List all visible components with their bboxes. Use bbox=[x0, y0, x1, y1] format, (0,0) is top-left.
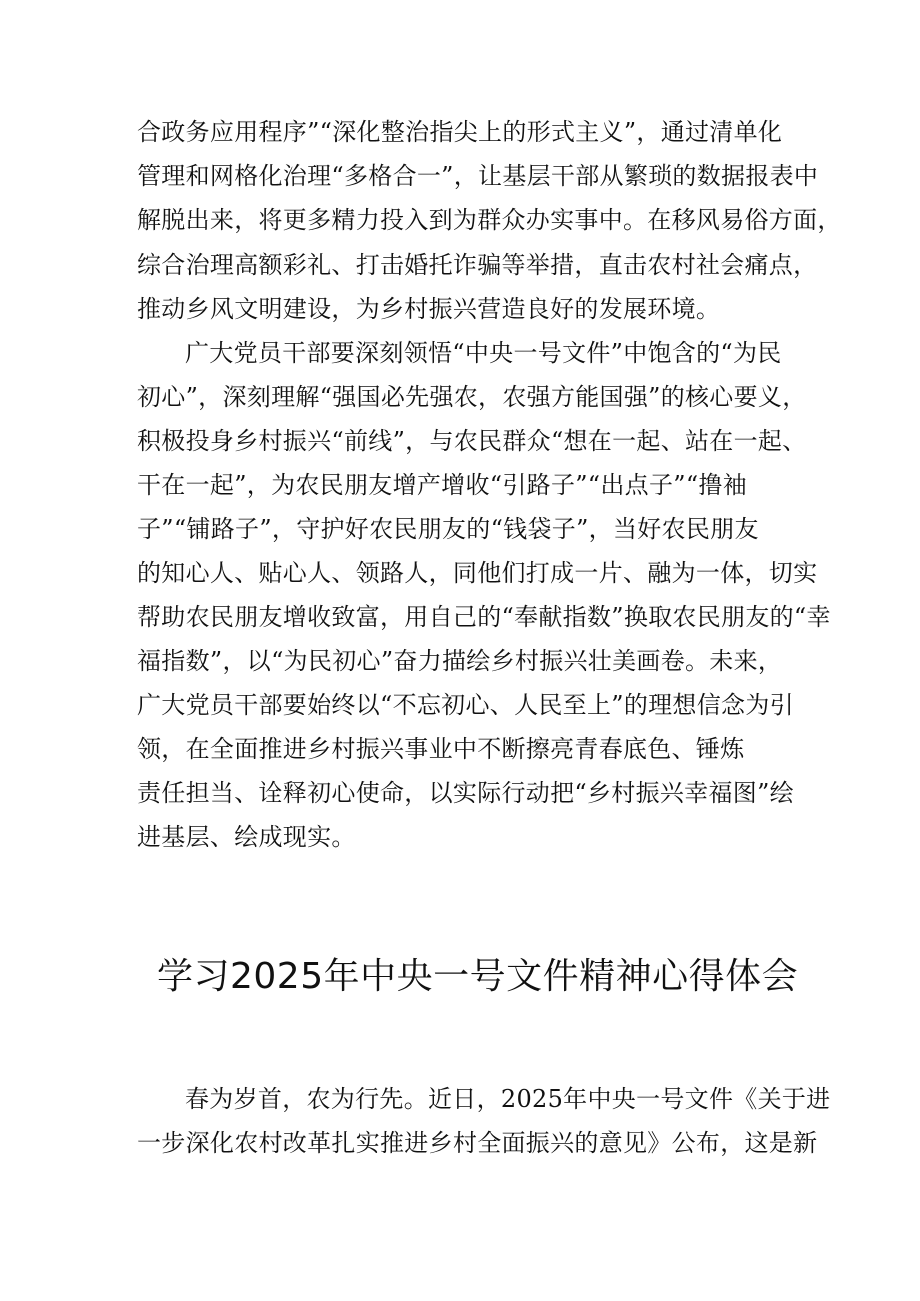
paragraph-3-line-2: 一步深化农村改革扎实推进乡村全面振兴的意见》公布，这是新 bbox=[137, 1129, 818, 1157]
article-title: 学习2025年中央一号文件精神心得体会 bbox=[157, 956, 799, 997]
paragraph-3-line-1: 春为岁首，农为行先。近日，2025年中央一号文件《关于进 bbox=[185, 1085, 831, 1113]
paragraph-2-line-3: 积极投身乡村振兴“前线”，与农民群众“想在一起、站在一起、 bbox=[137, 427, 807, 455]
paragraph-2-line-8: 福指数”，以“为民初心”奋力描绘乡村振兴壮美画卷。未来， bbox=[137, 647, 783, 675]
paragraph-1-line-5: 推动乡风文明建设，为乡村振兴营造良好的发展环境。 bbox=[137, 295, 721, 323]
paragraph-2-line-4: 干在一起”，为农民朋友增产增收“引路子”“出点子”“撸袖 bbox=[137, 471, 748, 499]
paragraph-1-line-4: 综合治理高额彩礼、打击婚托诈骗等举措，直击农村社会痛点， bbox=[137, 251, 818, 279]
paragraph-2-line-6: 的知心人、贴心人、领路人，同他们打成一片、融为一体，切实 bbox=[137, 559, 818, 587]
paragraph-2-line-1: 广大党员干部要深刻领悟“中央一号文件”中饱含的“为民 bbox=[185, 339, 782, 367]
paragraph-2-line-12: 进基层、绘成现实。 bbox=[137, 823, 356, 851]
paragraph-2-line-7: 帮助农民朋友增收致富，用自己的“奉献指数”换取农民朋友的“幸 bbox=[137, 603, 831, 631]
paragraph-1-line-3: 解脱出来，将更多精力投入到为群众办实事中。在移风易俗方面， bbox=[137, 206, 842, 234]
paragraph-2-line-5: 子”“铺路子”，守护好农民朋友的“钱袋子”，当好农民朋友 bbox=[137, 515, 759, 543]
paragraph-2-line-9: 广大党员干部要始终以“不忘初心、人民至上”的理想信念为引 bbox=[137, 691, 794, 719]
paragraph-1-line-2: 管理和网格化治理“多格合一”，让基层干部从繁琐的数据报表中 bbox=[137, 162, 819, 190]
paragraph-1-line-1: 合政务应用程序”“深化整治指尖上的形式主义”，通过清单化 bbox=[137, 118, 783, 146]
paragraph-2-line-11: 责任担当、诠释初心使命，以实际行动把“乡村振兴幸福图”绘 bbox=[137, 779, 794, 807]
paragraph-2-line-10: 领，在全面推进乡村振兴事业中不断擦亮青春底色、锤炼 bbox=[137, 735, 745, 763]
paragraph-2-line-2: 初心”，深刻理解“强国必先强农，农强方能国强”的核心要义， bbox=[137, 383, 807, 411]
